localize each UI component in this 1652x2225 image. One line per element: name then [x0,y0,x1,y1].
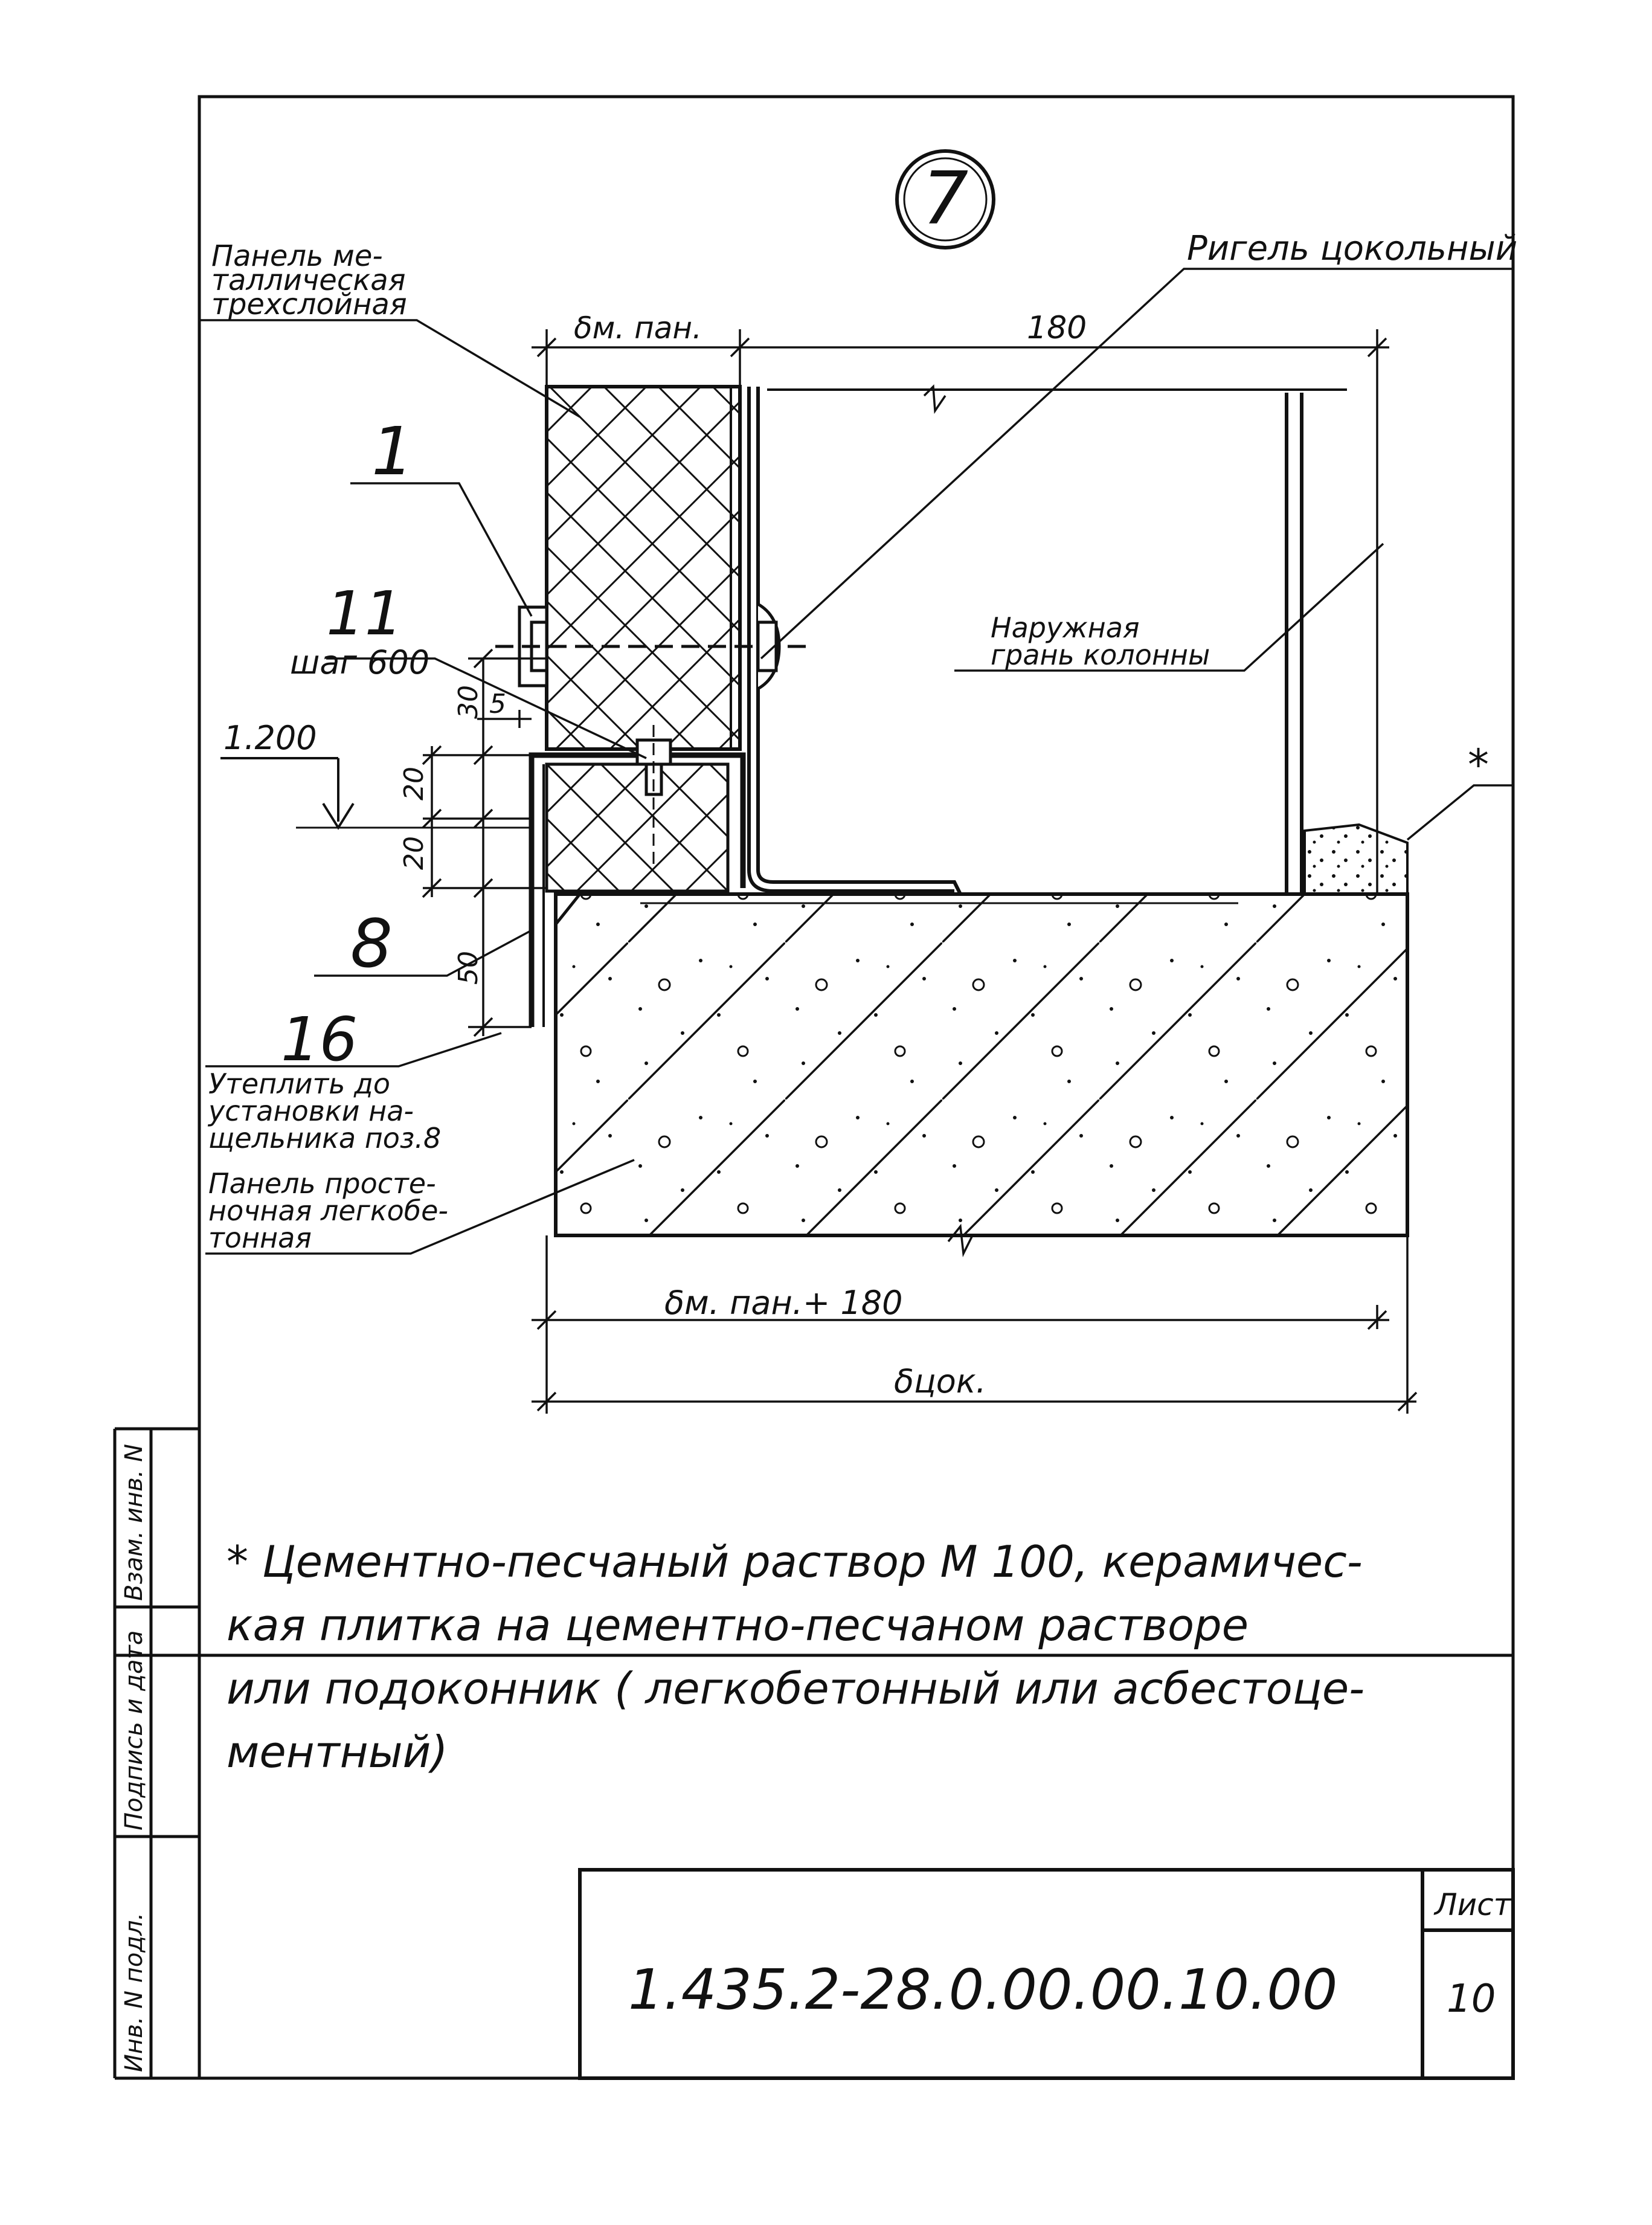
stamp-side-label-2: Подпись и дата [120,1630,148,1831]
svg-text:Наружная: Наружная [991,611,1140,644]
label-step: шаг 600 [290,643,430,681]
svg-text:трехслойная: трехслойная [211,288,407,321]
footnote-line-3: или подоконник ( легкобетонный или асбестоце- [227,1663,1365,1714]
drawing-code: 1.435.2-28.0.00.00.10.00 [628,1957,1338,2022]
sheet-label: Лист [1435,1887,1511,1922]
dim-30: 30 [453,685,484,719]
label-insulate-note [207,1067,441,1154]
mortar-bed [1305,825,1407,894]
svg-text:Утеплить до: Утеплить до [208,1067,390,1100]
svg-text:установки на-: установки на- [208,1095,414,1127]
dimension-lines-left [423,649,547,1036]
callout-8: 8 [350,905,393,982]
footnote-line-2: кая плитка на цементно-песчаном растворе [227,1600,1249,1650]
stamp-side-label-3: Взам. инв. N [120,1444,148,1601]
footnote-line-1: * Цементно-песчаный раствор М 100, керамичес- [227,1536,1363,1587]
concrete-parapet-panel [556,894,1407,1235]
callout-11: 11 [326,578,403,649]
svg-text:ночная легкобе-: ночная легкобе- [208,1194,449,1227]
dim-20-lower: 20 [399,836,429,870]
svg-text:грань колонны: грань колонны [991,639,1210,671]
label-metal-panel [211,239,407,321]
dim-5: 5 [489,689,506,720]
label-parapet-panel [208,1167,448,1254]
svg-text:тонная: тонная [208,1222,312,1254]
dim-panel-thickness: δм. пан. [574,311,702,346]
stamp-side-label-1: Инв. N подл. [120,1912,148,2072]
dim-180: 180 [1027,310,1087,346]
footnote-line-4: ментный) [227,1727,448,1777]
label-rigel: Ригель цокольный [1187,229,1518,268]
svg-text:таллическая: таллическая [211,263,406,297]
detail-number: 7 [922,157,969,241]
dim-panel-plus-180: δм. пан.+ 180 [664,1284,903,1322]
metal-sandwich-panel [547,387,740,749]
svg-text:Панель ме-: Панель ме- [211,239,383,273]
dim-20-upper: 20 [399,767,429,800]
dim-plinth: δцок. [894,1362,986,1400]
svg-text:щельника поз.8: щельника поз.8 [208,1122,442,1154]
sheet-number: 10 [1447,1977,1496,2021]
callout-16: 16 [281,1004,358,1075]
filler-block [547,764,728,891]
label-star: * [1468,740,1489,790]
svg-text:Панель просте-: Панель просте- [208,1167,436,1200]
dim-50: 50 [453,951,484,985]
label-outer-face [991,611,1210,671]
callout-1: 1 [371,413,414,490]
label-level: 1.200 [223,719,317,757]
